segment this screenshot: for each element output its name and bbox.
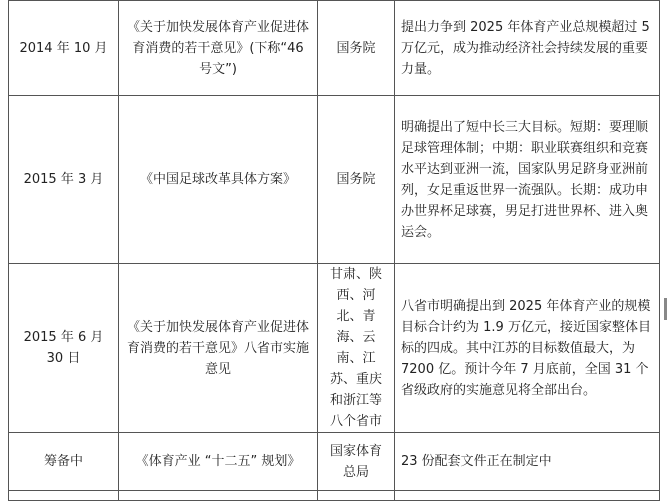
issuer-cell: 国务院	[318, 1, 395, 96]
date-cell: 2015 年 6 月 30 日	[9, 264, 119, 433]
content-cell: 明确提出了短中长三大目标。短期：要理顺足球管理体制；中期：职业联赛组织和竞赛水平达到亚洲一流，国家队男足跻身亚洲前列，女足重返世界一流强队。长期：成功申办世界杯足球赛，男足打进世界杯、进入奥运会。	[395, 96, 660, 264]
table-row	[9, 433, 660, 491]
content-cell: 23 份配套文件正在制定中	[395, 433, 660, 491]
issuer-cell: 甘肃、陕西、河北、青海、云南、江苏、重庆和浙江等八个省市	[318, 264, 395, 433]
document-cell: 《中国足球改革具体方案》	[119, 96, 318, 264]
document-cell: 《关于加快发展体育产业促进体育消费的若干意见》八省市实施意见	[119, 264, 318, 433]
table-row	[9, 264, 660, 433]
date-cell: 2014 年 10 月	[9, 1, 119, 96]
date-cell: 2015 年 3 月	[9, 96, 119, 264]
document-cell: 《关于加快发展体育产业促进体育消费的若干意见》(下称“46 号文”)	[119, 1, 318, 96]
table-row	[9, 96, 660, 264]
date-cell: 筹备中	[9, 433, 119, 491]
document-cell: 《体育产业 “十二五” 规划》	[119, 433, 318, 491]
content-cell: 八省市明确提出到 2025 年体育产业的规模目标合计约为 1.9 万亿元，接近国家整体目标的四成。其中江苏的目标数值最大，为 7200 亿。预计今年 7 月底前，全国 31 个省级政府的实施意见将全部出台。	[395, 264, 660, 433]
policy-table	[8, 0, 660, 501]
content-cell: 提出力争到 2025 年体育产业总规模超过 5 万亿元，成为推动经济社会持续发展的重要力量。	[395, 1, 660, 96]
issuer-cell: 国务院	[318, 96, 395, 264]
issuer-cell: 国家体育总局	[318, 433, 395, 491]
table-row	[9, 1, 660, 96]
scrollbar-handle[interactable]	[664, 298, 667, 320]
